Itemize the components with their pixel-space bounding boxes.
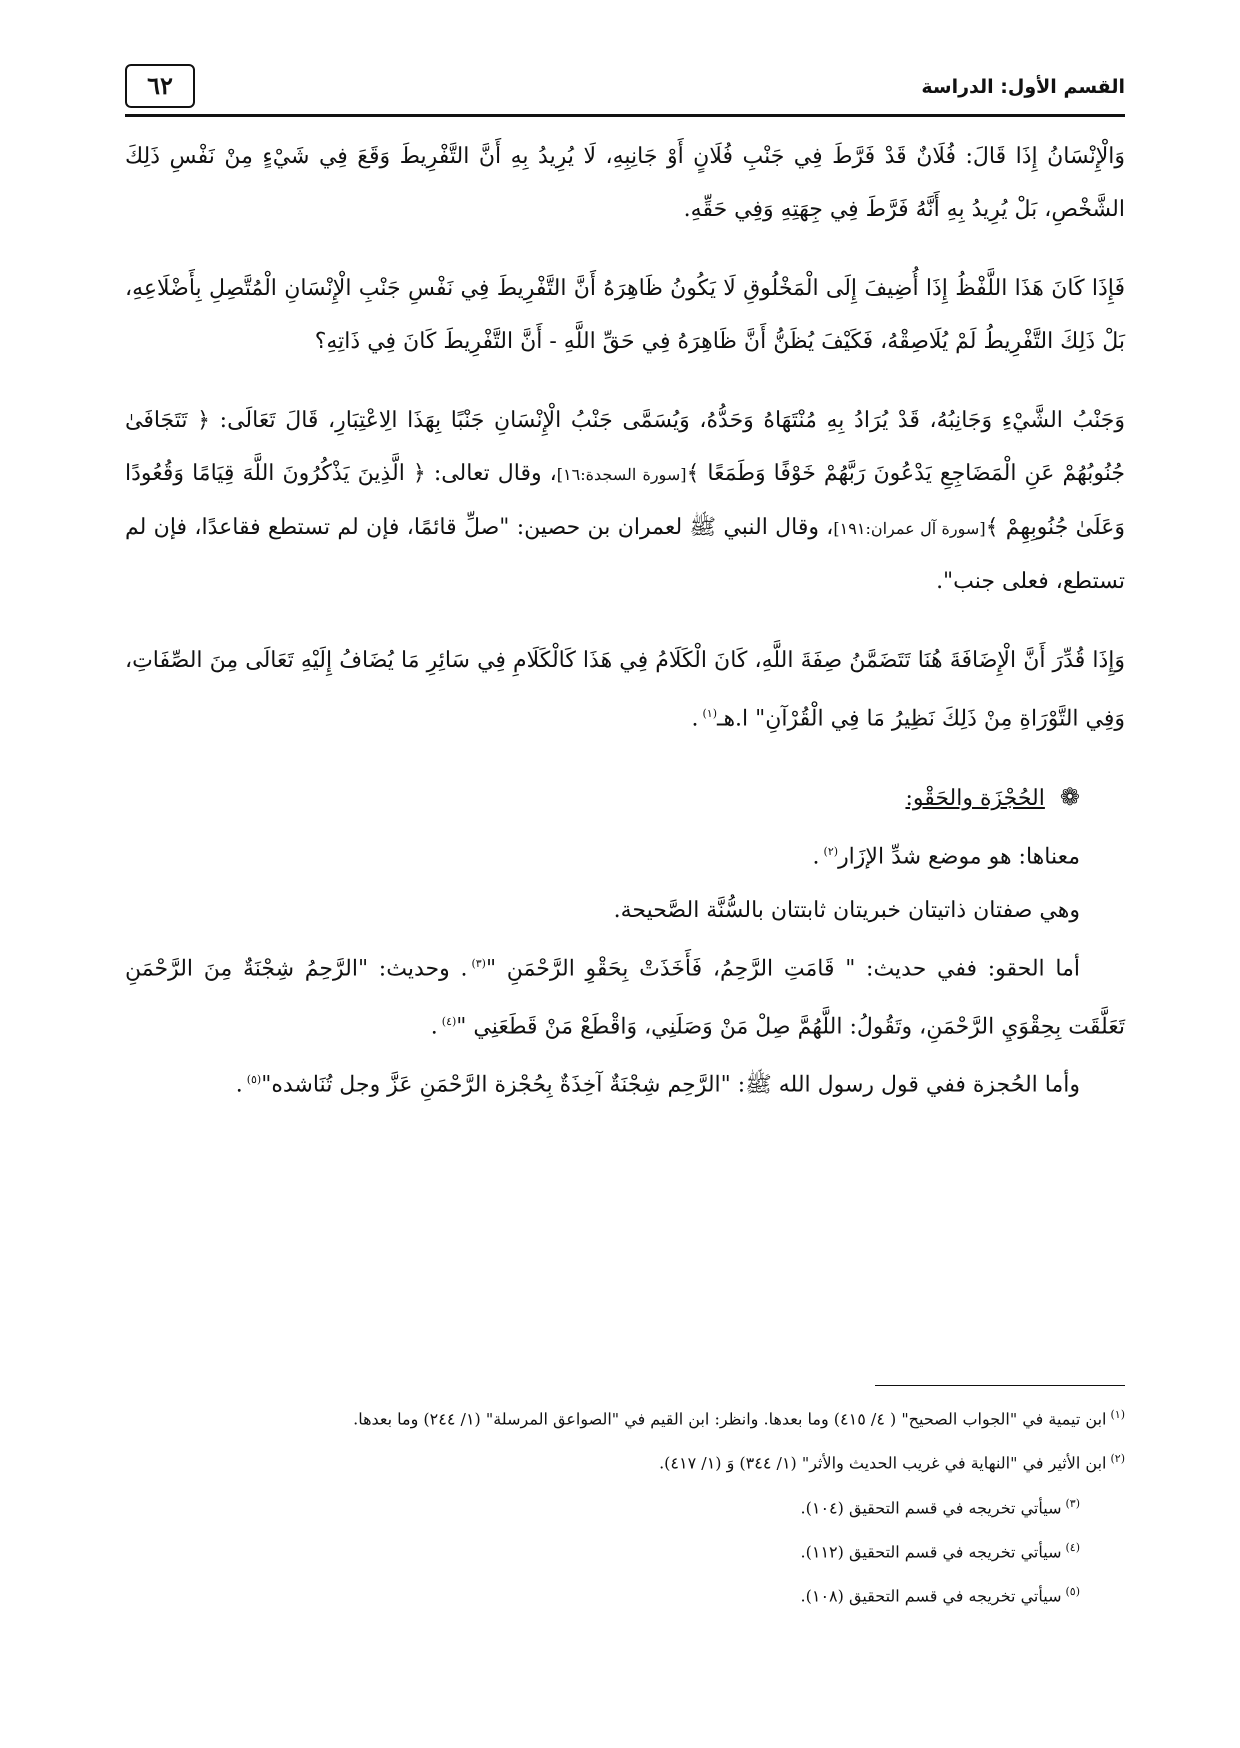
header-divider	[125, 114, 1125, 117]
footnote-ref-5: (٥)	[246, 1073, 262, 1087]
section-attributes: وهي صفتان ذاتيتان خبريتان ثابتتان بالسُّنَّة الصَّحيحة.	[613, 897, 1080, 923]
meaning-text: معناها: هو موضع شدِّ الإزَار	[838, 844, 1080, 870]
paragraph-3-text: وَجَنْبُ الشَّيْءِ وَجَانِبُهُ، قَدْ يُرَادُ بِهِ مُنْتَهَاهُ وَحَدُّهُ، وَيُسَمَّى جَنْبُ الْإِنْسَانِ جَنْبًا بِهَذَا الِاعْتِبَارِ، قَالَ تَعَالَى: ﴿ تَتَجَافَىٰ جُنُوبُهُمْ عَنِ الْمَضَاجِعِ يَدْعُونَ رَبَّهُمْ خَوْفًا وَطَمَعًا ﴾	[125, 408, 1126, 486]
haqw-end: .	[430, 1014, 438, 1040]
flower-icon: ❁	[1059, 783, 1080, 812]
section-hujza	[125, 1053, 1125, 1111]
paragraph-3-continued: ، وقال تعالى: ﴿ الَّذِينَ يَذْكُرُونَ اللَّهَ قِيَامًا وَقُعُودًا وَعَلَىٰ جُنُوبِهِمْ ﴾	[125, 461, 1125, 540]
paragraph-4-end: .	[691, 706, 699, 732]
paragraph-4-text: وَإِذَا قُدِّرَ أَنَّ الْإِضَافَةَ هُنَا تَتَضَمَّنُ صِفَةَ اللَّهِ، كَانَ الْكَلَامُ فِي هَذَا كَالْكَلَامِ فِي سَائِرِ مَا يُضَافُ إِلَيْهِ تَعَالَى مِنَ الصِّفَاتِ، وَفِي التَّوْرَاةِ مِنْ ذَلِكَ نَظِيرُ مَا فِي الْقُرْآنِ" ا.هـ	[125, 648, 1125, 732]
paragraph-3	[125, 394, 1125, 608]
footnote-ref-2: (٢)	[823, 845, 839, 859]
footnote-text: سيأتي تخريجه في قسم التحقيق (١١٢).	[800, 1542, 1062, 1562]
section-haqw	[125, 937, 1125, 1054]
haqw-text-2: . وحديث: "الرَّحِمُ شِجْنَةٌ مِنَ الرَّحْمَنِ تَعَلَّقَت بِحِقْوَيِ الرَّحْمَنِ، وتَقُولُ: اللَّهُمَّ صِلْ مَنْ وَصَلَنِي، وَاقْطَعْ مَنْ قَطَعَنِي "	[125, 955, 1125, 1040]
footnote-3	[125, 1484, 1125, 1528]
footnote-1	[125, 1395, 1125, 1439]
footnote-2	[125, 1439, 1125, 1483]
footnote-ref-1: (١)	[702, 707, 717, 720]
main-text	[125, 130, 1125, 1112]
page-header	[125, 64, 1125, 114]
quran-reference-1: [سورة السجدة:١٦]	[556, 465, 687, 484]
footnote-ref-4: (٤)	[441, 1014, 457, 1028]
footnote-number: (٣)	[1065, 1496, 1080, 1510]
paragraph-4	[125, 634, 1125, 745]
footnote-text: ابن الأثير في "النهاية في غريب الحديث والأثر" (١/ ٣٤٤) وَ (١/ ٤١٧).	[659, 1453, 1107, 1473]
haqw-text: أما الحقو: ففي حديث: " قَامَتِ الرَّحِمُ، فَأَخَذَتْ بِحَقْوِ الرَّحْمَنِ "	[485, 955, 1080, 981]
footnote-text: سيأتي تخريجه في قسم التحقيق (١٠٤).	[800, 1497, 1062, 1517]
paragraph-2: فَإِذَا كَانَ هَذَا اللَّفْظُ إِذَا أُضِيفَ إِلَى الْمَخْلُوقِ لَا يَكُونُ ظَاهِرَهُ أَنَّ التَّفْرِيطَ فِي نَفْسِ جَنْبِ الْإِنْسَانِ الْمُتَّصِلِ بِأَضْلَاعِهِ، بَلْ ذَلِكَ التَّفْرِيطُ لَمْ يُلَاصِقْهُ، فَكَيْفَ يُظَنُّ أَنَّ ظَاهِرَهُ فِي حَقِّ اللَّهِ - أَنَّ التَّفْرِيطَ كَانَ فِي ذَاتِهِ؟	[125, 276, 1125, 354]
header-title: القسم الأول: الدراسة	[921, 76, 1125, 98]
section-meaning	[125, 825, 1125, 883]
quran-reference-2: [سورة آل عمران:١٩١]	[833, 519, 986, 538]
footnote-number: (٤)	[1065, 1540, 1080, 1554]
footnote-text: سيأتي تخريجه في قسم التحقيق (١٠٨).	[800, 1586, 1062, 1606]
hujza-end: .	[235, 1072, 243, 1098]
footnote-4	[125, 1528, 1125, 1572]
footnote-number: (٢)	[1110, 1452, 1125, 1466]
footnote-5	[125, 1572, 1125, 1616]
footnote-number: (١)	[1110, 1408, 1125, 1421]
paragraph-1: وَالْإِنْسَانُ إِذَا قَالَ: فُلَانٌ قَدْ فَرَّطَ فِي جَنْبِ فُلَانٍ أَوْ جَانِبِهِ، لَا يُرِيدُ بِهِ أَنَّ التَّفْرِيطَ وَقَعَ فِي شَيْءٍ مِنْ نَفْسِ ذَلِكَ الشَّخْصِ، بَلْ يُرِيدُ بِهِ أَنَّهُ فَرَّطَ فِي جِهَتِهِ وَفِي حَقِّهِ.	[125, 144, 1125, 222]
meaning-end: .	[812, 844, 820, 870]
footnote-ref-3: (٣)	[471, 956, 486, 970]
section-heading	[125, 771, 1125, 825]
section-heading-label: الحُجْزَة والحَقْو:	[905, 786, 1045, 812]
footnotes	[125, 1395, 1125, 1617]
paragraph-3-hadith: ، وقال النبي ﷺ لعمران بن حصين: "صلِّ قائمًا، فإن لم تستطع فقاعدًا، فإن لم تستطع، فعلى جنب".	[125, 515, 1125, 594]
hujza-text: وأما الحُجزة ففي قول رسول الله ﷺ: "الرَّحِم شِجْنَةٌ آخِذَةٌ بِحُجْزة الرَّحْمَنِ عَزَّ وجل تُنَاشده"	[261, 1072, 1080, 1098]
footnote-number: (٥)	[1065, 1585, 1080, 1599]
page-number: ٦٢	[125, 64, 195, 108]
footnote-text: ابن تيمية في "الجواب الصحيح" ( ٤/ ٤١٥) وما بعدها. وانظر: ابن القيم في "الصواعق المرسلة" (١/ ٢٤٤) وما بعدها.	[353, 1409, 1107, 1429]
